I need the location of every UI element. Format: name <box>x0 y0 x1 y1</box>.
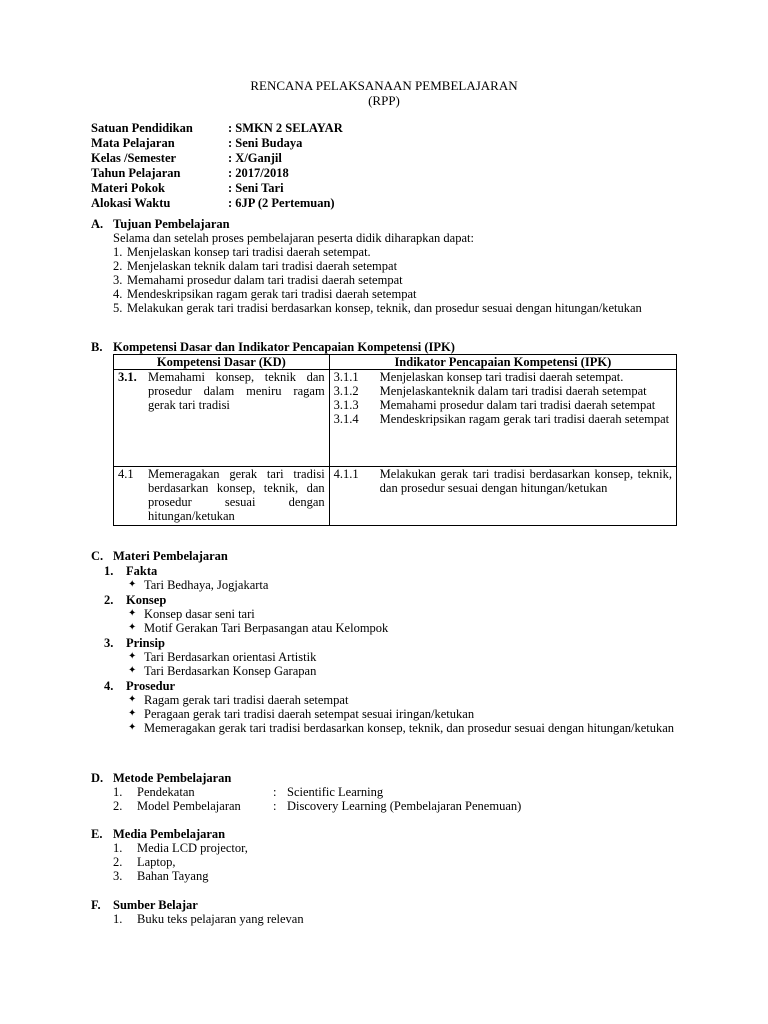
identity-row <box>91 151 343 166</box>
table-header-row <box>114 355 677 370</box>
list-text: Menjelaskan teknik dalam tari tradisi daerah setempat <box>127 259 398 273</box>
list-item <box>113 273 678 287</box>
identity-value: : Seni Budaya <box>228 136 303 150</box>
group-title: Prosedur <box>126 679 176 693</box>
materi-group-title <box>104 636 678 650</box>
method-colon: : <box>273 785 277 799</box>
section-heading <box>91 827 678 841</box>
method-colon: : <box>273 799 277 813</box>
section-heading <box>91 340 678 354</box>
list-text: Bahan Tayang <box>137 869 209 883</box>
ipk-text: Menjelaskanteknik dalam tari tradisi daerah setempat <box>379 384 647 398</box>
section-body <box>113 785 678 813</box>
table-row <box>114 467 677 526</box>
section-media <box>91 827 678 883</box>
bullet-star-icon: ✦ <box>128 722 137 733</box>
group-number: 3. <box>104 636 114 650</box>
kd-text: Memeragakan gerak tari tradisi berdasarkan konsep, teknik, dan prosedur sesuai dengan hitungan/ketukan <box>148 467 325 523</box>
kd-entry <box>118 370 325 412</box>
section-kompetensi <box>91 340 678 354</box>
bullet-item <box>128 721 678 735</box>
list-item <box>113 799 678 813</box>
ipk-number: 3.1.4 <box>333 412 359 426</box>
list-number: 3. <box>113 869 123 883</box>
list-number: 4. <box>113 287 123 301</box>
competency-table <box>113 354 677 526</box>
bullet-text: Konsep dasar seni tari <box>144 607 255 621</box>
list-text: Media LCD projector, <box>137 841 248 855</box>
list-item <box>113 287 678 301</box>
kd-number: 4.1 <box>118 467 134 481</box>
section-sumber <box>91 898 678 926</box>
column-header-kd: Kompetensi Dasar (KD) <box>114 355 330 370</box>
kd-number: 3.1. <box>118 370 137 384</box>
bullet-item <box>128 664 678 678</box>
identity-row <box>91 181 343 196</box>
bullet-item <box>128 693 678 707</box>
method-label: Model Pembelajaran <box>137 799 241 813</box>
identity-row <box>91 121 343 136</box>
bullet-text: Tari Berdasarkan orientasi Artistik <box>144 650 317 664</box>
identity-row <box>91 166 343 181</box>
identity-label: Satuan Pendidikan <box>91 121 193 135</box>
section-heading <box>91 549 678 563</box>
identity-label: Mata Pelajaran <box>91 136 175 150</box>
section-letter: A. <box>91 217 104 231</box>
bullet-text: Tari Bedhaya, Jogjakarta <box>144 578 269 592</box>
list-item <box>113 869 678 883</box>
ipk-text: Menjelaskan konsep tari tradisi daerah setempat. <box>379 370 624 384</box>
identity-row <box>91 196 343 211</box>
bullet-star-icon: ✦ <box>128 694 137 705</box>
identity-label: Alokasi Waktu <box>91 196 171 210</box>
section-letter: C. <box>91 549 104 563</box>
list-item <box>113 841 678 855</box>
section-title: Sumber Belajar <box>113 898 198 912</box>
table-row <box>114 370 677 467</box>
bullet-text: Motif Gerakan Tari Berpasangan atau Kelompok <box>144 621 389 635</box>
column-header-ipk: Indikator Pencapaian Kompetensi (IPK) <box>329 355 676 370</box>
section-letter: B. <box>91 340 103 354</box>
bullet-item <box>128 650 678 664</box>
list-number: 1. <box>113 245 123 259</box>
list-number: 3. <box>113 273 123 287</box>
materi-group-title <box>104 564 678 578</box>
kd-text: Memahami konsep, teknik dan prosedur dalam meniru ragam gerak tari tradisi <box>148 370 325 412</box>
section-heading <box>91 771 678 785</box>
kd-entry <box>118 467 325 523</box>
materi-group-title <box>104 679 678 693</box>
identity-value: : SMKN 2 SELAYAR <box>228 121 343 135</box>
section-letter: D. <box>91 771 104 785</box>
ipk-number: 3.1.2 <box>333 384 359 398</box>
ipk-number: 4.1.1 <box>333 467 359 481</box>
list-text: Menjelaskan konsep tari tradisi daerah setempat. <box>127 245 371 259</box>
method-value: Scientific Learning <box>287 785 384 799</box>
identity-row <box>91 136 343 151</box>
list-number: 1. <box>113 912 123 926</box>
list-text: Buku teks pelajaran yang relevan <box>137 912 304 926</box>
section-body <box>113 231 678 315</box>
bullet-star-icon: ✦ <box>128 708 137 719</box>
bullet-item <box>128 578 678 592</box>
section-heading <box>91 217 678 231</box>
list-number: 2. <box>113 855 123 869</box>
group-title: Konsep <box>126 593 167 607</box>
section-letter: F. <box>91 898 101 912</box>
bullet-text: Ragam gerak tari tradisi daerah setempat <box>144 693 349 707</box>
bullet-star-icon: ✦ <box>128 651 137 662</box>
section-title: Metode Pembelajaran <box>113 771 232 785</box>
ipk-item <box>334 398 672 412</box>
list-text: Melakukan gerak tari tradisi berdasarkan konsep, teknik, dan prosedur sesuai dengan hitungan/ketukan <box>127 301 642 315</box>
materi-groups <box>104 564 678 735</box>
section-materi <box>91 549 678 735</box>
bullet-star-icon: ✦ <box>128 608 137 619</box>
identity-label: Kelas /Semester <box>91 151 177 165</box>
identity-block <box>91 121 343 211</box>
ipk-number: 3.1.1 <box>333 370 359 384</box>
list-item <box>113 259 678 273</box>
document-subtitle: (RPP) <box>368 93 400 108</box>
bullet-item <box>128 607 678 621</box>
ipk-text: Melakukan gerak tari tradisi berdasarkan konsep, teknik, dan prosedur sesuai dengan hitungan/ketukan <box>379 467 672 495</box>
group-title: Fakta <box>126 564 158 578</box>
bullet-item <box>128 707 678 721</box>
identity-value: : 6JP (2 Pertemuan) <box>228 196 335 210</box>
list-number: 2. <box>113 799 123 813</box>
section-tujuan <box>91 217 678 315</box>
bullet-item <box>128 621 678 635</box>
group-title: Prinsip <box>126 636 165 650</box>
identity-value: : Seni Tari <box>228 181 284 195</box>
list-number: 5. <box>113 301 123 315</box>
section-letter: E. <box>91 827 103 841</box>
kd-cell <box>114 467 330 526</box>
ipk-cell <box>329 467 676 526</box>
list-text: Laptop, <box>137 855 176 869</box>
section-metode <box>91 771 678 813</box>
identity-value: : X/Ganjil <box>228 151 282 165</box>
identity-label: Materi Pokok <box>91 181 165 195</box>
section-intro: Selama dan setelah proses pembelajaran peserta didik diharapkan dapat: <box>113 231 474 245</box>
list-item <box>113 785 678 799</box>
section-title: Media Pembelajaran <box>113 827 226 841</box>
section-title: Materi Pembelajaran <box>113 549 228 563</box>
list-text: Memahami prosedur dalam tari tradisi daerah setempat <box>127 273 403 287</box>
ipk-item <box>334 384 672 398</box>
bullet-text: Tari Berdasarkan Konsep Garapan <box>144 664 317 678</box>
list-number: 2. <box>113 259 123 273</box>
ipk-item <box>334 370 672 384</box>
group-number: 4. <box>104 679 114 693</box>
kd-cell <box>114 370 330 467</box>
method-label: Pendekatan <box>137 785 195 799</box>
ipk-item <box>334 412 672 426</box>
ipk-text: Memahami prosedur dalam tari tradisi daerah setempat <box>379 398 656 412</box>
section-body <box>113 912 678 926</box>
ipk-number: 3.1.3 <box>333 398 359 412</box>
list-number: 1. <box>113 785 123 799</box>
bullet-text: Peragaan gerak tari tradisi daerah setempat sesuai iringan/ketukan <box>144 707 475 721</box>
method-value: Discovery Learning (Pembelajaran Penemuan) <box>287 799 522 813</box>
bullet-star-icon: ✦ <box>128 622 137 633</box>
list-item <box>113 245 678 259</box>
bullet-star-icon: ✦ <box>128 579 137 590</box>
identity-label: Tahun Pelajaran <box>91 166 181 180</box>
list-text: Mendeskripsikan ragam gerak tari tradisi daerah setempat <box>127 287 417 301</box>
list-number: 1. <box>113 841 123 855</box>
list-item <box>113 855 678 869</box>
materi-group-title <box>104 593 678 607</box>
section-heading <box>91 898 678 912</box>
identity-value: : 2017/2018 <box>228 166 289 180</box>
document-title: RENCANA PELAKSANAAN PEMBELAJARAN <box>250 78 518 93</box>
bullet-star-icon: ✦ <box>128 665 137 676</box>
group-number: 2. <box>104 593 114 607</box>
ipk-text: Mendeskripsikan ragam gerak tari tradisi daerah setempat <box>379 412 670 426</box>
section-title: Tujuan Pembelajaran <box>113 217 230 231</box>
section-body <box>113 841 678 883</box>
group-number: 1. <box>104 564 114 578</box>
list-item <box>113 912 678 926</box>
bullet-text: Memeragakan gerak tari tradisi berdasarkan konsep, teknik, dan prosedur sesuai dengan hitungan/ketukan <box>144 721 675 735</box>
ipk-item <box>334 467 672 495</box>
section-title: Kompetensi Dasar dan Indikator Pencapaian Kompetensi (IPK) <box>113 340 455 354</box>
ipk-cell <box>329 370 676 467</box>
document-header <box>0 78 768 108</box>
list-item <box>113 301 678 315</box>
